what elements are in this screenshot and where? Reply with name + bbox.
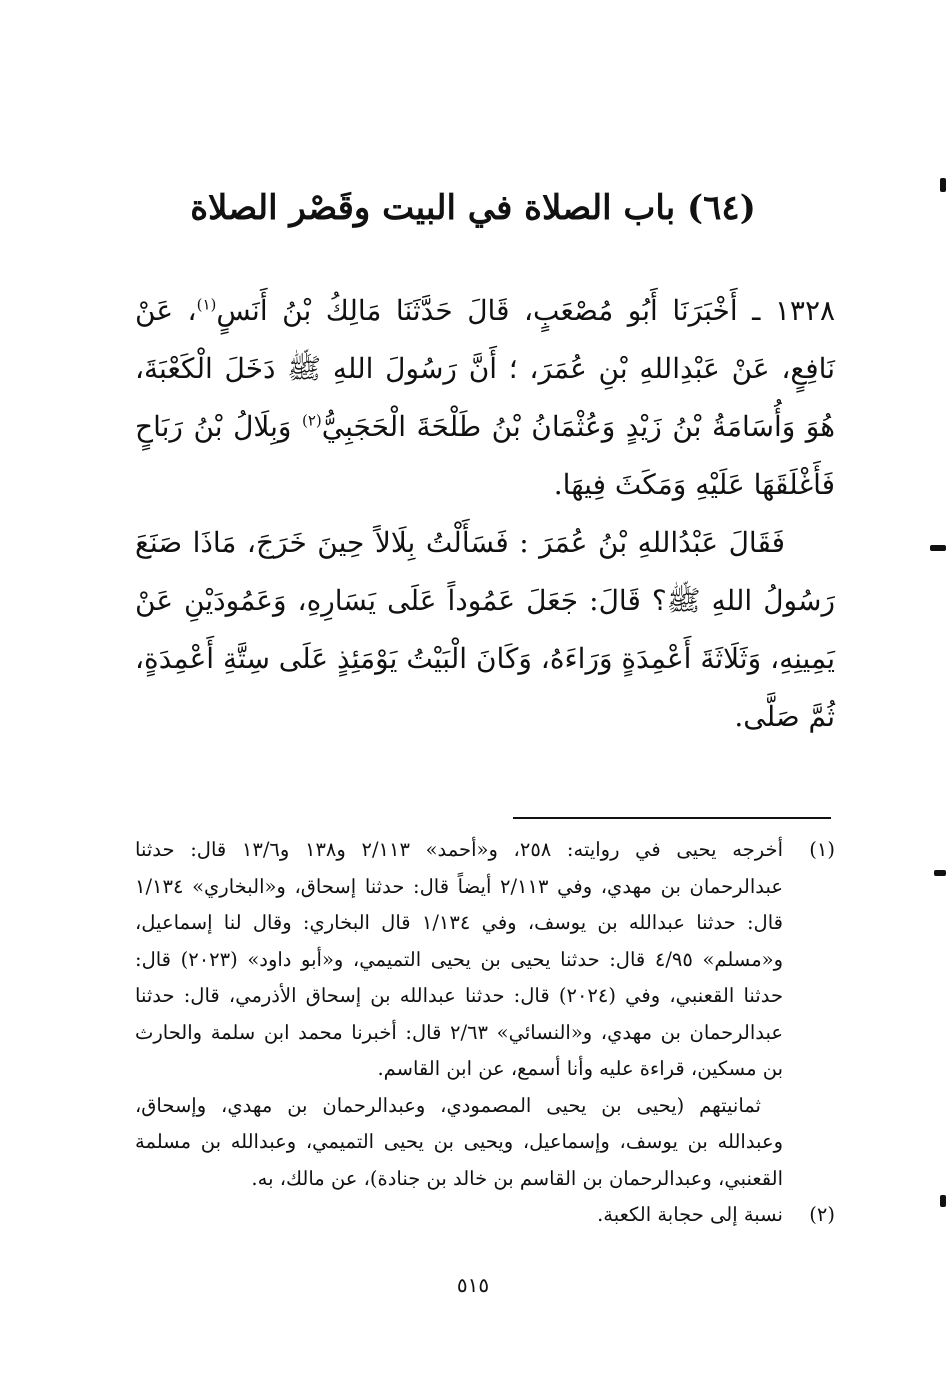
chapter-title: (٦٤) باب الصلاة في البيت وقَصْر الصلاة [190,188,756,228]
footnote-separator [513,817,831,819]
footnote-number: (٢) [809,1203,835,1226]
margin-mark [930,545,946,551]
footnote-ref-2: (٢) [301,411,322,430]
footnotes [135,832,835,1234]
hadith-text-part-1: ١٣٢٨ ـ أَخْبَرَنَا أَبُو مُصْعَبٍ، قَالَ حَدَّثَنَا مَالِكُ بْنُ أَنَسٍ [216,294,836,327]
footnote-text: نسبة إلى حجابة الكعبة. [597,1203,783,1226]
hadith-text-part-3: وَبِلَالُ بْنُ رَبَاحٍ فَأَغْلَقَهَا عَلَيْهِ وَمَكَثَ فِيهَا. [135,410,835,501]
margin-mark [940,178,946,192]
footnote-2 [135,1197,835,1234]
footnote-number: (١) [809,838,835,861]
margin-mark [940,1195,946,1207]
hadith-text-part-2: ، عَنْ نَافِعٍ، عَنْ عَبْدِاللهِ بْنِ عُمَرَ، ؛ أَنَّ رَسُولَ اللهِ ﷺ دَخَلَ الْكَعْبَةَ، هُوَ وَأُسَامَةُ بْنُ زَيْدٍ وَعُثْمَانُ بْنُ طَلْحَةَ الْحَجَبِيُّ [135,294,836,443]
margin-mark [934,870,946,876]
footnote-text: أخرجه يحيى في روايته: ٢٥٨، و«أحمد» ٢/١١٣ و١٣٨ و١٣/٦ قال: حدثنا عبدالرحمان بن مهدي، وفي ٢/١١٣ أيضاً قال: حدثنا إسحاق، و«البخاري» ١/١٣٤ قال: حدثنا عبدالله بن يوسف، وفي ١/١٣٤ قال البخاري: وقال لنا إسماعيل، و«مسلم» ٤/٩٥ قال: حدثنا يحيى بن يحيى التميمي، و«أبو داود» (٢٠٢٣) قال: حدثنا القعنبي، وفي (٢٠٢٤) قال: حدثنا عبدالله بن إسحاق الأذرمي، قال: حدثنا عبدالرحمان بن مهدي، و«النسائي» ٢/٦٣ قال: أخبرنا محمد ابن سلمة والحارث بن مسكين، قراءة عليه وأنا أسمع، عن ابن القاسم. [135,838,784,1080]
footnote-ref-1: (١) [196,295,217,314]
footnote-1 [135,832,835,1197]
footnote-text-continued: ثمانيتهم (يحيى بن يحيى المصمودي، وعبدالرحمان بن مهدي، وإسحاق، وعبدالله بن يوسف، وإسماعيل، ويحيى بن يحيى التميمي، وعبدالله بن مسلمة القعنبي، وعبدالرحمان بن القاسم بن خالد بن جنادة)، عن مالك، به. [135,1093,783,1190]
hadith-text [135,282,835,746]
hadith-paragraph-1 [135,282,835,514]
hadith-paragraph-2: فَقَالَ عَبْدُاللهِ بْنُ عُمَرَ : فَسَأَلْتُ بِلَالاً حِينَ خَرَجَ، مَاذَا صَنَعَ رَسُولُ اللهِ ﷺ؟ قَالَ: جَعَلَ عَمُوداً عَلَى يَسَارِهِ، وَعَمُودَيْنِ عَنْ يَمِينِهِ، وَثَلَاثَةَ أَعْمِدَةٍ وَرَاءَهُ، وَكَانَ الْبَيْتُ يَوْمَئِذٍ عَلَى سِتَّةِ أَعْمِدَةٍ، ثُمَّ صَلَّى. [135,526,835,733]
page-number: ٥١٥ [456,1273,490,1297]
